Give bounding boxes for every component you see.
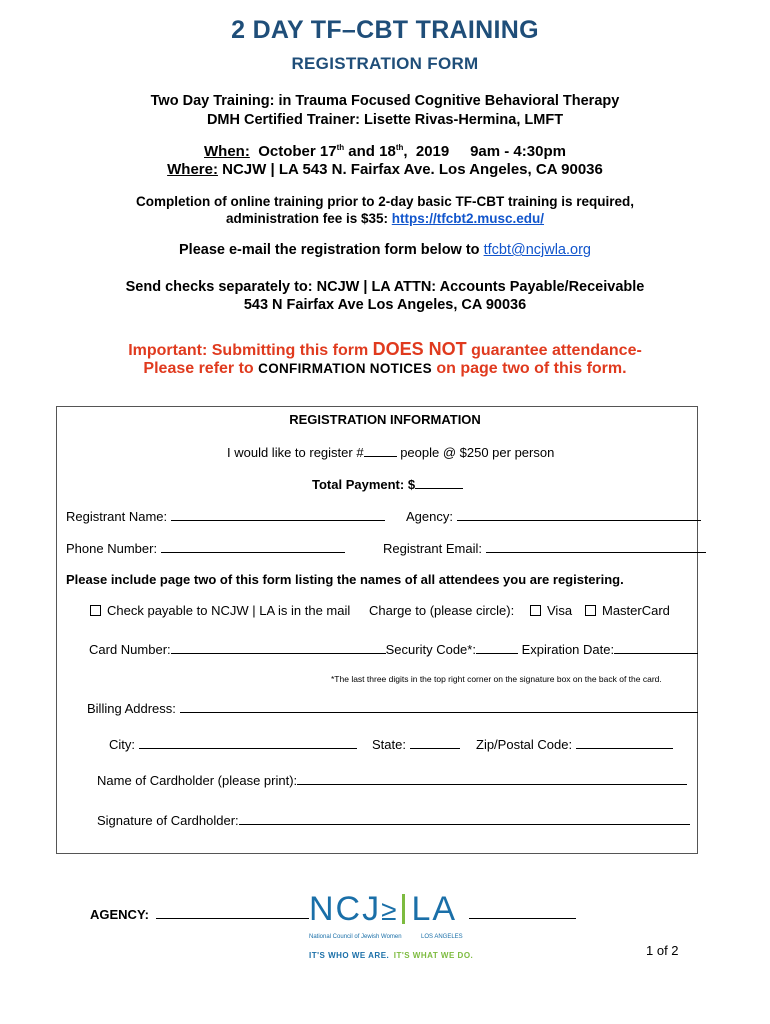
online-training-link[interactable]: https://tfcbt2.musc.edu/: [391, 211, 545, 226]
signature-label: Signature of Cardholder:: [97, 813, 239, 828]
phone-row: [66, 540, 345, 556]
ncjw-logo: [309, 890, 474, 960]
notice-text-c: guarantee attendance-: [466, 342, 642, 359]
notice-emphasis: DOES NOT: [372, 339, 467, 359]
expiration-field[interactable]: [614, 641, 698, 654]
registration-heading: REGISTRATION INFORMATION: [289, 412, 481, 427]
notice-refer: Please refer to: [143, 360, 259, 377]
card-number-field[interactable]: [171, 641, 386, 654]
security-code-footnote: *The last three digits in the top right corner on the signature box on the back of the card.: [331, 674, 662, 684]
tagline-who: IT'S WHO WE ARE.: [309, 951, 390, 960]
city-label: City:: [109, 737, 135, 752]
logo-chevron-icon: ≥: [381, 895, 397, 926]
check-payable-label: Check payable to NCJW | LA is in the mail: [107, 603, 351, 618]
logo-org-name: National Council of Jewish Women: [309, 934, 402, 940]
logo-la-text: LA: [411, 890, 458, 928]
notice-line-2: [0, 360, 770, 378]
completion-line-1: Completion of online training prior to 2-day basic TF-CBT training is required,: [135, 194, 635, 209]
visa-option[interactable]: [530, 603, 572, 618]
state-field[interactable]: [410, 736, 460, 749]
register-price: people @ $250 per person: [396, 445, 555, 460]
email-row: [383, 540, 706, 556]
phone-label: Phone Number:: [66, 541, 158, 556]
register-count-line: [227, 444, 554, 460]
completion-text: administration fee is $35:: [225, 211, 392, 226]
signature-field[interactable]: [239, 812, 690, 825]
include-note: Please include page two of this form listing the names of all attendees you are registering.: [66, 572, 624, 587]
expiration-label: Expiration Date:: [521, 642, 615, 657]
footer-agency-label: AGENCY:: [90, 907, 149, 922]
email-instruction: [0, 242, 770, 258]
agency-row: [406, 508, 701, 524]
card-number-label: Card Number:: [89, 642, 171, 657]
billing-field[interactable]: [180, 700, 698, 713]
page-title: 2 DAY TF–CBT TRAINING: [231, 16, 539, 44]
notice-line-1: [0, 339, 770, 360]
where-value: NCJW | LA 543 N. Fairfax Ave. Los Angeles, CA 90036: [217, 161, 603, 178]
zip-row: [476, 736, 673, 752]
zip-field[interactable]: [576, 736, 673, 749]
logo-divider: [402, 894, 405, 924]
charge-to-label: Charge to (please circle):: [369, 603, 515, 618]
cardholder-name-field[interactable]: [297, 772, 687, 785]
total-label: Total Payment: $: [312, 477, 416, 492]
checks-line-2: 543 N Fairfax Ave Los Angeles, CA 90036: [243, 297, 527, 313]
when-sup-a: th: [336, 143, 345, 152]
when-date-a: October 17: [258, 143, 337, 160]
mastercard-checkbox[interactable]: [585, 605, 596, 616]
confirmation-notices: CONFIRMATION NOTICES: [258, 361, 432, 376]
completion-line-2: [0, 211, 770, 226]
card-row: [89, 641, 698, 657]
total-payment-field[interactable]: [415, 476, 463, 489]
notice-page-two: on page two of this form.: [431, 360, 627, 377]
total-payment-line: [312, 476, 463, 492]
billing-row: [87, 700, 698, 716]
logo-city-name: LOS ANGELES: [421, 934, 463, 940]
city-field[interactable]: [139, 736, 357, 749]
page-subtitle: REGISTRATION FORM: [291, 54, 479, 73]
register-text: I would like to register #: [227, 445, 364, 460]
state-row: [372, 736, 460, 752]
email-link[interactable]: tfcbt@ncjwla.org: [483, 242, 591, 258]
check-payable-checkbox[interactable]: [90, 605, 101, 616]
logo-ncj-text: NCJ: [309, 890, 382, 928]
check-payable-option[interactable]: [90, 603, 350, 618]
cardholder-name-label: Name of Cardholder (please print):: [97, 773, 298, 788]
when-sup-b: th: [395, 143, 404, 152]
where-line: [0, 161, 770, 178]
when-line: [0, 143, 770, 160]
city-row: [109, 736, 357, 752]
page-number: 1 of 2: [646, 943, 679, 958]
phone-field[interactable]: [161, 540, 345, 553]
tagline-what: IT'S WHAT WE DO.: [393, 951, 474, 960]
state-label: State:: [372, 737, 406, 752]
when-and: and 18: [344, 143, 396, 160]
registrant-name-label: Registrant Name:: [66, 509, 168, 524]
cardholder-name-row: [97, 772, 687, 788]
agency-field[interactable]: [457, 508, 701, 521]
agency-label: Agency:: [406, 509, 453, 524]
notice-text-a: Important: Submitting this form: [128, 342, 373, 359]
security-code-field[interactable]: [476, 641, 518, 654]
visa-label: Visa: [547, 603, 573, 618]
email-text: Please e-mail the registration form below to: [179, 242, 484, 258]
when-rest: , 2019 9am - 4:30pm: [403, 143, 566, 160]
where-label: Where:: [167, 161, 218, 178]
zip-label: Zip/Postal Code:: [476, 737, 573, 752]
checks-line-1: Send checks separately to: NCJW | LA ATTN: Accounts Payable/Receivable: [125, 279, 645, 295]
when-label: When:: [204, 143, 250, 160]
registrant-name-field[interactable]: [171, 508, 385, 521]
training-title: Two Day Training: in Trauma Focused Cognitive Behavioral Therapy: [150, 93, 620, 109]
people-count-field[interactable]: [364, 444, 397, 457]
email-field[interactable]: [486, 540, 706, 553]
email-label: Registrant Email:: [383, 541, 482, 556]
registrant-name-row: [66, 508, 385, 524]
billing-label: Billing Address:: [87, 701, 176, 716]
visa-checkbox[interactable]: [530, 605, 541, 616]
trainer-line: DMH Certified Trainer: Lisette Rivas-Hermina, LMFT: [206, 112, 564, 128]
mastercard-label: MasterCard: [602, 603, 670, 618]
signature-row: [97, 812, 690, 828]
security-code-label: Security Code*:: [385, 642, 476, 657]
mastercard-option[interactable]: [585, 603, 670, 618]
